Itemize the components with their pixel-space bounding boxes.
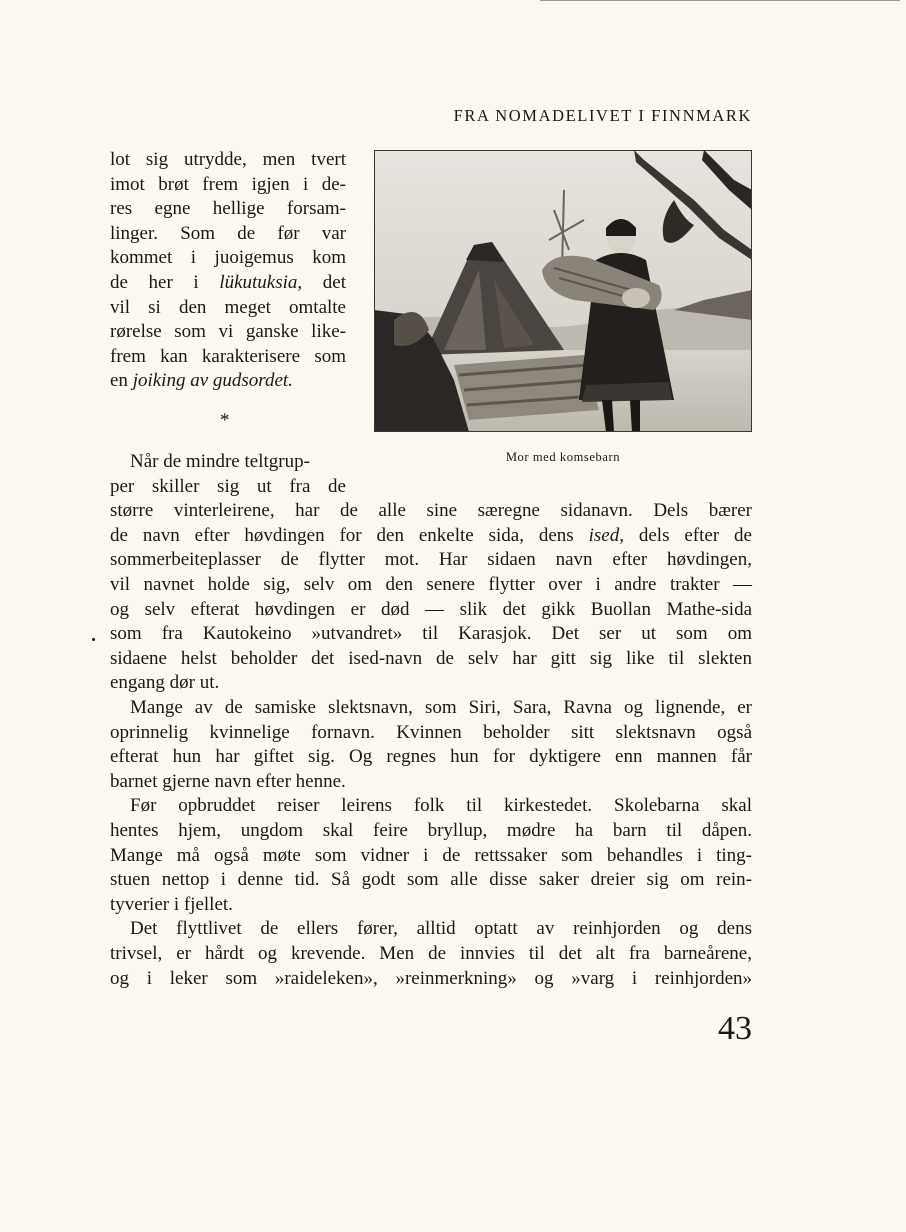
text-line: Det flyttlivet de ellers fører, alltid optatt av reinhjorden og dens <box>130 918 752 940</box>
text-line: og i leker som »raideleken», »reinmerkning» og »varg i reinhjorden» <box>110 967 752 989</box>
text-line: Når de mindre teltgrup- <box>130 451 310 472</box>
text-line: stuen nettop i denne tid. Så godt som alle disse saker dreier sig om rein- <box>110 869 752 891</box>
text-line: efterat hun har giftet sig. Og regnes hun for dyktigere enn mannen får <box>110 746 752 768</box>
text-line: frem kan karakterisere som <box>110 345 346 367</box>
text-line: sommerbeiteplasser de flytter mot. Har sidaen navn efter høvdingen, <box>110 549 752 571</box>
page-number: 43 <box>718 1010 752 1047</box>
text-line: res egne hellige forsam- <box>110 198 346 220</box>
text-line: større vinterleirene, har de alle sine særegne sidanavn. Dels bærer <box>110 500 752 522</box>
text-line: linger. Som de før var <box>110 222 346 244</box>
italic-phrase: joiking av gudsordet. <box>132 370 293 392</box>
text-run: de her i <box>110 272 220 293</box>
margin-mark <box>92 638 95 641</box>
text-line: sidaene helst beholder det ised-navn de selv har gitt sig like til slekten <box>110 647 752 669</box>
text-line: per skiller sig ut fra de <box>110 475 346 497</box>
text-line: som fra Kautokeino »utvandret» til Karasjok. Det ser ut som om <box>110 623 752 645</box>
text-line: vil navnet holde sig, selv om den senere flytter over i andre trakter — <box>110 574 752 595</box>
text-line: rørelse som vi ganske like- <box>110 321 346 343</box>
section-divider: * <box>220 410 230 431</box>
text-line: imot brøt frem igjen i de- <box>110 173 346 195</box>
text-line: barnet gjerne navn efter henne. <box>110 770 346 792</box>
text-line: oprinnelig kvinnelige fornavn. Kvinnen beholder sitt slektsnavn også <box>110 721 752 743</box>
text-line: lot sig utrydde, men tvert <box>110 149 346 170</box>
text-line: trivsel, er hårdt og krevende. Men de innvies til det alt fra barneårene, <box>110 943 752 964</box>
top-edge-line <box>540 0 900 1</box>
text-line: Mange av de samiske slektsnavn, som Siri, Sara, Ravna og lignende, er <box>130 697 752 718</box>
text-line: tyverier i fjellet. <box>110 893 233 915</box>
text-line: Før opbruddet reiser leirens folk til kirkestedet. Skolebarna skal <box>130 795 752 817</box>
text-run: en <box>110 370 133 392</box>
text-line <box>110 524 752 549</box>
text-line <box>110 271 346 296</box>
text-run: , dels efter de <box>619 524 752 546</box>
photo-mother-with-cradle <box>374 150 752 432</box>
text-run: , det <box>297 272 346 293</box>
running-head: FRA NOMADELIVET I FINNMARK <box>453 106 752 125</box>
text-line <box>110 369 293 394</box>
text-line: vil si den meget omtalte <box>110 296 346 318</box>
photo-illustration <box>374 150 752 432</box>
text-line: kommet i juoigemus kom <box>110 247 346 269</box>
italic-term: lükutuksia <box>219 272 298 293</box>
text-line: hentes hjem, ungdom skal feire bryllup, mødre ha barn til dåpen. <box>110 820 752 841</box>
text-run: de navn efter høvdingen for den enkelte sida, dens <box>110 524 589 546</box>
italic-term: ised <box>588 524 620 546</box>
text-line: engang dør ut. <box>110 672 220 694</box>
photo-caption: Mor med komsebarn <box>505 450 621 464</box>
text-line: og selv efterat høvdingen er død — slik det gikk Buollan Mathe-sida <box>110 598 752 620</box>
text-line: Mange må også møte som vidner i de rettssaker som behandles i ting- <box>110 844 752 866</box>
